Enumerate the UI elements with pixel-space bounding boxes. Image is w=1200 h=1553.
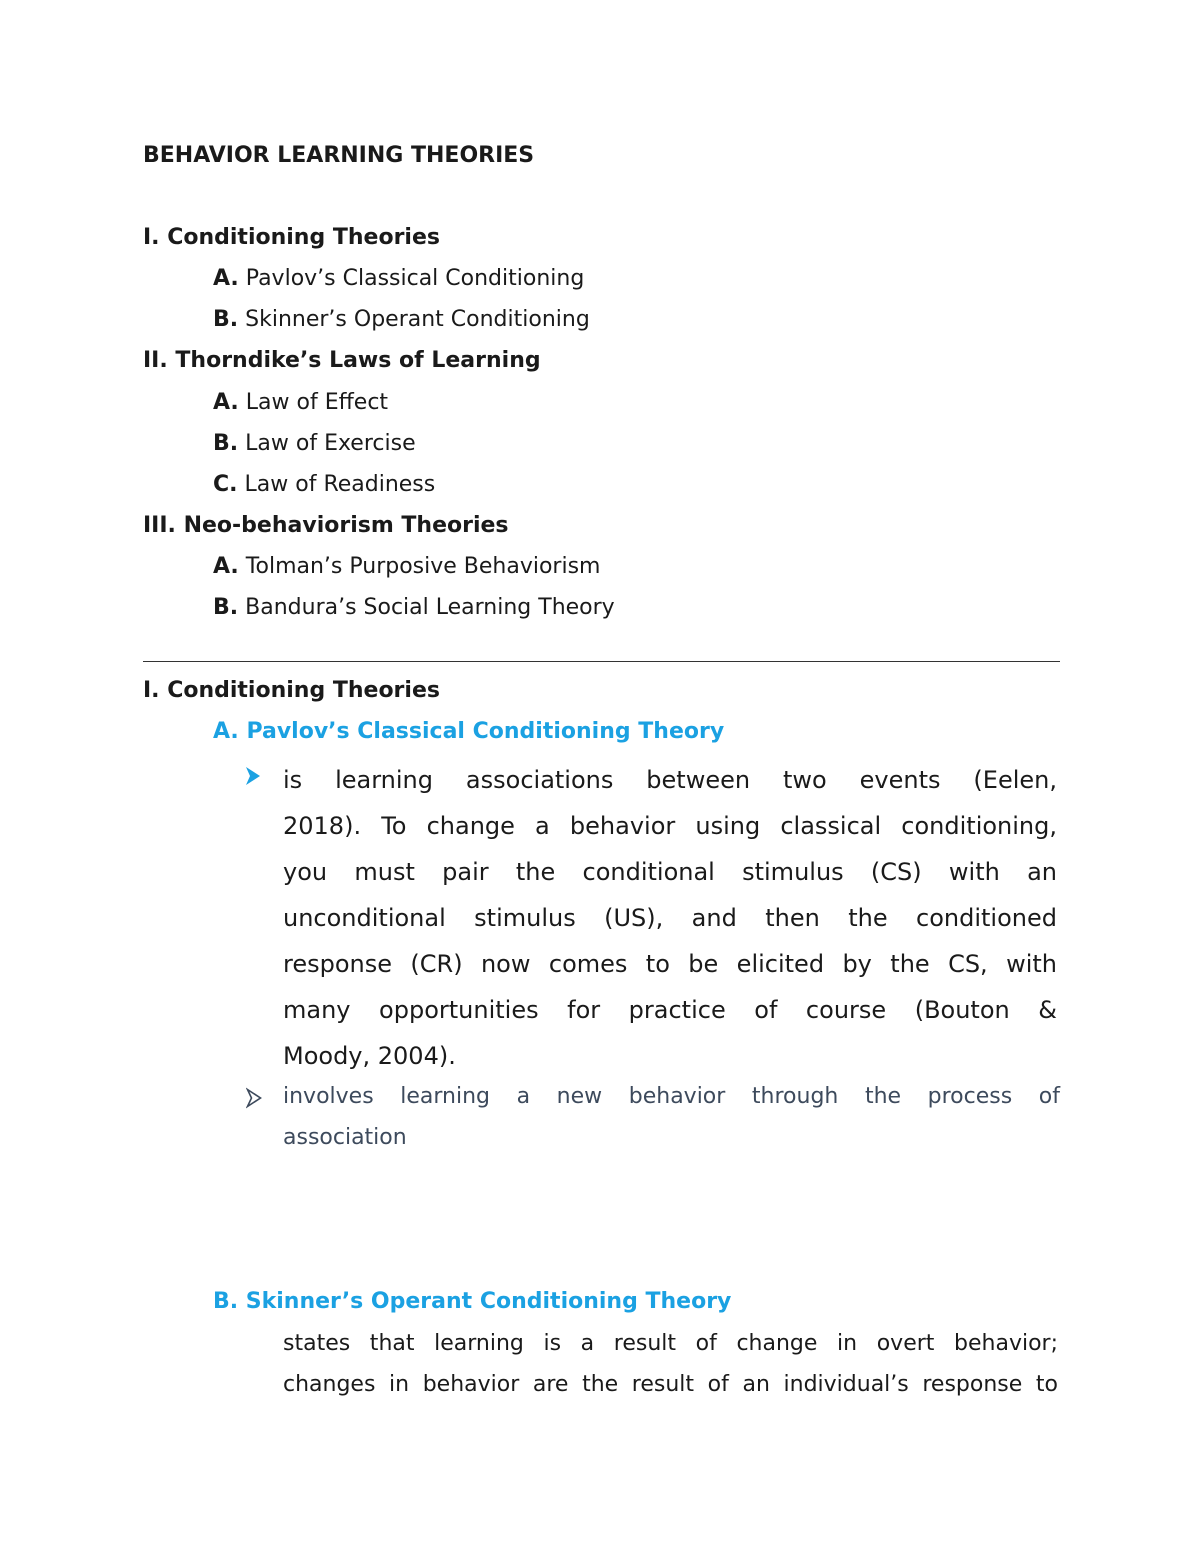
outline-section-1: I. Conditioning Theories	[143, 225, 440, 250]
pavlov-heading: A. Pavlov’s Classical Conditioning Theory	[213, 719, 725, 744]
outline-item: B. Skinner’s Operant Conditioning	[213, 307, 590, 332]
skinner-heading: B. Skinner’s Operant Conditioning Theory	[213, 1289, 732, 1314]
outline-item: A. Pavlov’s Classical Conditioning	[213, 266, 585, 291]
outline-item: A. Law of Effect	[213, 390, 389, 415]
outline-item: C. Law of Readiness	[213, 472, 436, 497]
document-title: BEHAVIOR LEARNING THEORIES	[143, 143, 535, 168]
outline-item: B. Law of Exercise	[213, 431, 416, 456]
arrow-bullet-outline-icon	[246, 1087, 262, 1109]
outline-item: B. Bandura’s Social Learning Theory	[213, 595, 615, 620]
outline-item: A. Tolman’s Purposive Behaviorism	[213, 554, 601, 579]
outline-section-2: II. Thorndike’s Laws of Learning	[143, 348, 541, 373]
skinner-paragraph: states that learning is a result of change in overt behavior; changes in behavior are the result of an individual’s response to	[283, 1331, 1058, 1397]
horizontal-divider	[143, 661, 1060, 662]
arrow-bullet-icon	[245, 765, 261, 787]
pavlov-association-paragraph: involves learning a new behavior through the process of association	[283, 1084, 1060, 1150]
section-heading: I. Conditioning Theories	[143, 678, 440, 703]
outline-section-3: III. Neo-behaviorism Theories	[143, 513, 509, 538]
pavlov-definition-paragraph: is learning associations between two events (Eelen, 2018). To change a behavior using classical conditioning, you must pair the conditional stimulus (CS) with an unconditional stimulus (US), and then the conditioned response (CR) now comes to be elicited by the CS, with many opportunities for practice of course (Bouton & Moody, 2004).	[283, 766, 1057, 1070]
